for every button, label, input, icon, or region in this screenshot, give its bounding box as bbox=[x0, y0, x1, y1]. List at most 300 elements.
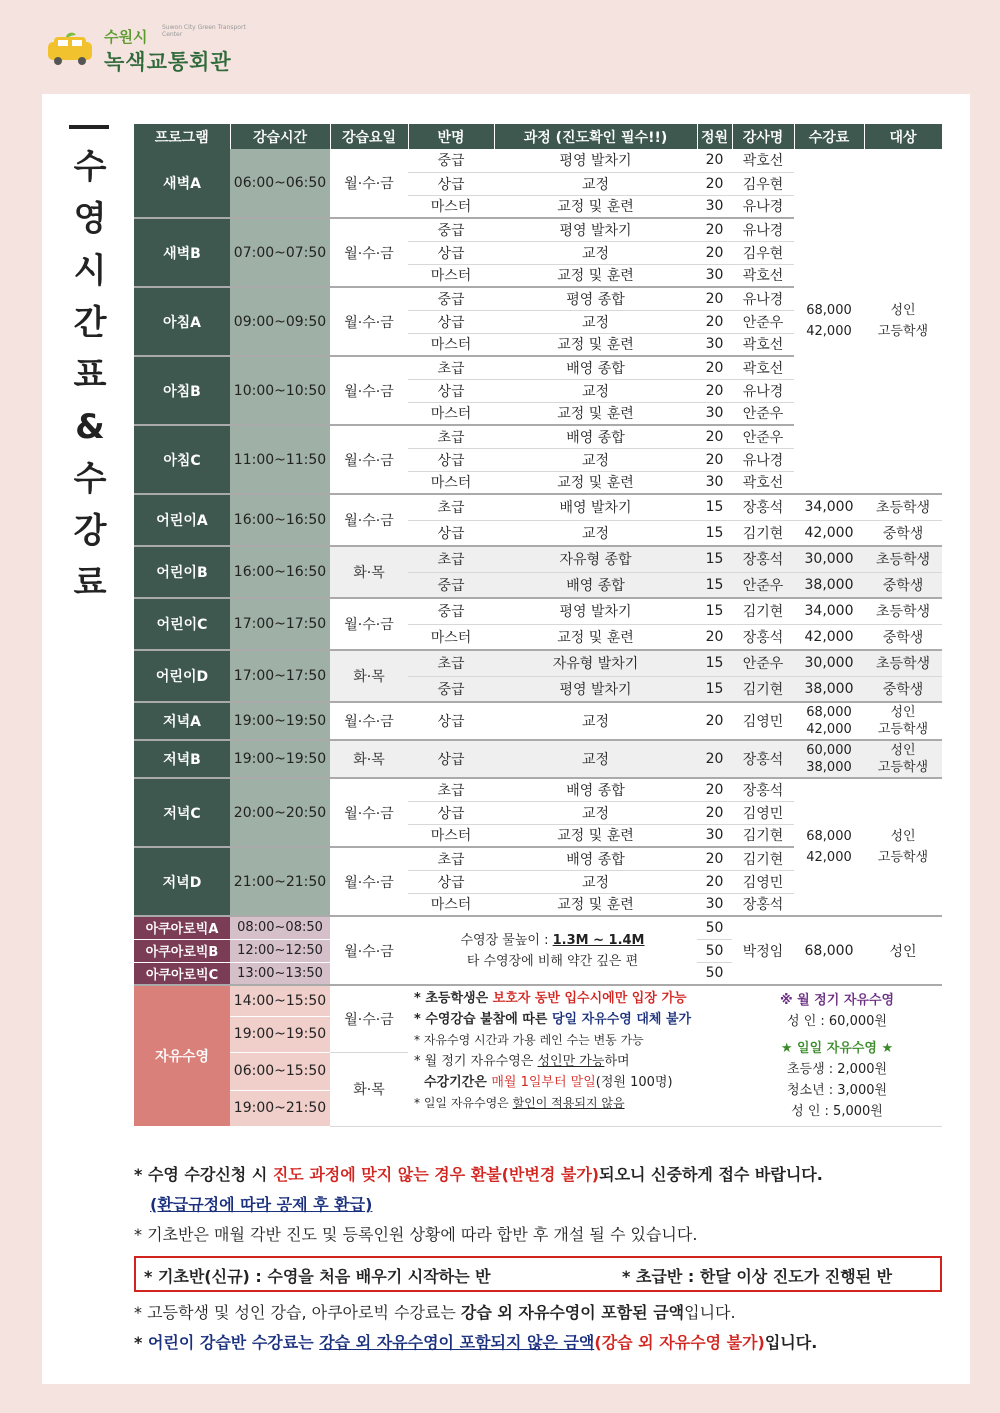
class-time: 17:00~17:50 bbox=[230, 650, 330, 702]
class-time: 21:00~21:50 bbox=[230, 847, 330, 916]
capacity: 30 bbox=[697, 264, 732, 287]
title-char: 수 bbox=[73, 459, 107, 499]
course: 배영 종합 bbox=[494, 847, 697, 870]
table-row bbox=[134, 740, 942, 778]
target-value: 고등학생 bbox=[877, 850, 929, 865]
notice-adult-fee: * 고등학생 및 성인 강습, 아쿠아로빅 수강료는 강습 외 자유수영이 포함된 금액입니다. bbox=[134, 1303, 736, 1322]
program-name: 아쿠아로빅B bbox=[134, 939, 230, 962]
level: 중급 bbox=[408, 598, 494, 624]
program-name: 저녁D bbox=[134, 847, 230, 916]
table-row bbox=[134, 702, 942, 740]
program-name: 아침A bbox=[134, 287, 230, 356]
course: 교정 및 훈련 bbox=[494, 893, 697, 916]
capacity: 30 bbox=[697, 402, 732, 425]
level: 초급 bbox=[408, 650, 494, 676]
level: 상급 bbox=[408, 379, 494, 402]
target-value: 초등학생 bbox=[864, 546, 942, 572]
fee-value: 68,000 bbox=[794, 916, 864, 985]
fee-value: 68,000 bbox=[806, 705, 852, 720]
free-swim-notes bbox=[408, 985, 732, 1126]
class-days: 월·수·금 bbox=[330, 847, 408, 916]
target-value: 중학생 bbox=[864, 520, 942, 546]
level: 초급 bbox=[408, 425, 494, 448]
table-row bbox=[134, 650, 942, 676]
depth-value: 1.3M ~ 1.4M bbox=[552, 932, 645, 948]
course: 교정 bbox=[494, 870, 697, 893]
capacity: 30 bbox=[697, 333, 732, 356]
class-time: 19:00~19:50 bbox=[230, 740, 330, 778]
schedule-table bbox=[134, 124, 943, 1127]
class-days: 월·수·금 bbox=[330, 149, 408, 218]
course: 평영 발차기 bbox=[494, 598, 697, 624]
capacity: 20 bbox=[697, 847, 732, 870]
column-header: 대상 bbox=[864, 124, 942, 149]
notice-refund: * 수영 수강신청 시 진도 과정에 맞지 않는 경우 환불(반변경 불가)되오니 신중하게 접수 바랍니다. bbox=[134, 1165, 823, 1184]
level: 중급 bbox=[408, 287, 494, 310]
capacity: 20 bbox=[697, 356, 732, 379]
capacity: 15 bbox=[697, 598, 732, 624]
notice-top bbox=[134, 1160, 954, 1250]
class-time: 19:00~21:50 bbox=[230, 1090, 330, 1126]
course: 교정 bbox=[494, 448, 697, 471]
instructor: 안준우 bbox=[732, 425, 794, 448]
capacity: 15 bbox=[697, 494, 732, 520]
class-time: 12:00~12:50 bbox=[230, 939, 330, 962]
program-name: 저녁B bbox=[134, 740, 230, 778]
title-char: 수 bbox=[73, 147, 107, 187]
course: 교정 및 훈련 bbox=[494, 264, 697, 287]
title-char: 시 bbox=[73, 251, 107, 291]
level: 마스터 bbox=[408, 333, 494, 356]
title-char: 표 bbox=[73, 355, 107, 395]
title-char: 간 bbox=[73, 303, 107, 343]
capacity: 20 bbox=[697, 218, 732, 241]
title-char: 강 bbox=[73, 511, 107, 551]
capacity: 15 bbox=[697, 650, 732, 676]
level: 상급 bbox=[408, 172, 494, 195]
class-days: 월·수·금 bbox=[330, 916, 408, 985]
target-cell bbox=[864, 740, 942, 778]
instructor: 장홍석 bbox=[732, 778, 794, 801]
instructor: 유나경 bbox=[732, 287, 794, 310]
level: 초급 bbox=[408, 847, 494, 870]
capacity: 20 bbox=[697, 310, 732, 333]
table-row bbox=[134, 985, 942, 1016]
fee-value: 34,000 bbox=[794, 598, 864, 624]
logo bbox=[44, 18, 304, 78]
capacity: 20 bbox=[697, 778, 732, 801]
level: 초급 bbox=[408, 494, 494, 520]
class-time: 06:00~15:50 bbox=[230, 1052, 330, 1090]
capacity: 20 bbox=[697, 149, 732, 172]
class-days: 월·수·금 bbox=[330, 287, 408, 356]
capacity: 30 bbox=[697, 893, 732, 916]
fee-value: 30,000 bbox=[794, 650, 864, 676]
program-name: 아쿠아로빅C bbox=[134, 962, 230, 985]
program-name: 저녁A bbox=[134, 702, 230, 740]
fee-line: 초등생 : 2,000원 bbox=[786, 1062, 888, 1077]
class-days: 화·목 bbox=[330, 546, 408, 598]
class-time: 16:00~16:50 bbox=[230, 494, 330, 546]
fee-value: 42,000 bbox=[806, 722, 852, 737]
fee-value: 42,000 bbox=[806, 324, 852, 339]
course: 평영 발차기 bbox=[494, 676, 697, 702]
target-value: 고등학생 bbox=[877, 324, 929, 339]
logo-name: 녹색교통회관 bbox=[104, 50, 232, 74]
class-time: 10:00~10:50 bbox=[230, 356, 330, 425]
car-icon bbox=[44, 32, 96, 66]
instructor: 곽호선 bbox=[732, 333, 794, 356]
course: 배영 종합 bbox=[494, 425, 697, 448]
course: 교정 및 훈련 bbox=[494, 471, 697, 494]
target-value: 중학생 bbox=[864, 572, 942, 598]
program-name: 어린이A bbox=[134, 494, 230, 546]
note-text: (정원 100명) bbox=[595, 1075, 673, 1090]
class-days: 화·목 bbox=[330, 650, 408, 702]
fee-cell bbox=[794, 702, 864, 740]
course: 교정 및 훈련 bbox=[494, 195, 697, 218]
table-row bbox=[134, 149, 942, 172]
course: 배영 발차기 bbox=[494, 494, 697, 520]
level: 중급 bbox=[408, 149, 494, 172]
capacity: 20 bbox=[697, 702, 732, 740]
course: 자유형 발차기 bbox=[494, 650, 697, 676]
instructor: 김영민 bbox=[732, 870, 794, 893]
class-days: 월·수·금 bbox=[330, 778, 408, 847]
table-row bbox=[134, 598, 942, 624]
class-days: 월·수·금 bbox=[330, 598, 408, 650]
notice-child-fee: * 어린이 강습반 수강료는 강습 외 자유수영이 포함되지 않은 금액(강습 외 자유수영 불가)입니다. bbox=[134, 1333, 818, 1352]
logo-city: 수원시 bbox=[104, 28, 148, 46]
note-line bbox=[414, 1093, 732, 1114]
fee-line: ※ 월 정기 자유수영 bbox=[779, 993, 895, 1008]
capacity: 20 bbox=[697, 740, 732, 778]
capacity: 15 bbox=[697, 572, 732, 598]
course: 배영 종합 bbox=[494, 572, 697, 598]
level: 마스터 bbox=[408, 195, 494, 218]
fee-value: 68,000 bbox=[806, 829, 852, 844]
course: 교정 bbox=[494, 241, 697, 264]
note-emph: 당일 자유수영 대체 불가 bbox=[551, 1012, 692, 1027]
target-cell bbox=[864, 778, 942, 916]
course: 교정 및 훈련 bbox=[494, 402, 697, 425]
instructor: 김영민 bbox=[732, 801, 794, 824]
instructor: 박정임 bbox=[732, 916, 794, 985]
instructor: 김기현 bbox=[732, 520, 794, 546]
note-text: * 초등학생은 bbox=[414, 991, 493, 1006]
course: 배영 종합 bbox=[494, 778, 697, 801]
fee-line: 성 인 : 5,000원 bbox=[791, 1104, 883, 1119]
capacity: 20 bbox=[697, 241, 732, 264]
class-time: 19:00~19:50 bbox=[230, 1016, 330, 1052]
fee-cell bbox=[794, 740, 864, 778]
beginner-class-def: * 초급반 : 한달 이상 진도가 진행된 반 bbox=[622, 1267, 893, 1286]
level: 중급 bbox=[408, 572, 494, 598]
instructor: 유나경 bbox=[732, 379, 794, 402]
course: 교정 및 훈련 bbox=[494, 333, 697, 356]
level: 마스터 bbox=[408, 824, 494, 847]
target-value: 성인 bbox=[890, 743, 916, 758]
level: 상급 bbox=[408, 702, 494, 740]
instructor: 안준우 bbox=[732, 572, 794, 598]
capacity: 20 bbox=[697, 624, 732, 650]
fee-value: 42,000 bbox=[794, 624, 864, 650]
target-value: 중학생 bbox=[864, 624, 942, 650]
level: 중급 bbox=[408, 676, 494, 702]
fee-value: 38,000 bbox=[806, 760, 852, 775]
course: 교정 bbox=[494, 379, 697, 402]
capacity: 15 bbox=[697, 676, 732, 702]
course: 교정 및 훈련 bbox=[494, 824, 697, 847]
capacity: 15 bbox=[697, 520, 732, 546]
level: 마스터 bbox=[408, 471, 494, 494]
level: 초급 bbox=[408, 778, 494, 801]
class-time: 09:00~09:50 bbox=[230, 287, 330, 356]
note-text: 수강기간은 bbox=[424, 1075, 492, 1090]
level: 마스터 bbox=[408, 264, 494, 287]
level: 마스터 bbox=[408, 624, 494, 650]
level: 마스터 bbox=[408, 402, 494, 425]
note-underline: 성인만 가능 bbox=[537, 1054, 605, 1069]
capacity: 30 bbox=[697, 471, 732, 494]
capacity: 50 bbox=[697, 962, 732, 985]
target-value: 성인 bbox=[864, 916, 942, 985]
class-days: 월·수·금 bbox=[330, 356, 408, 425]
course: 교정 bbox=[494, 172, 697, 195]
depth-label: 수영장 물높이 : bbox=[460, 932, 553, 948]
class-time: 11:00~11:50 bbox=[230, 425, 330, 494]
course: 평영 발차기 bbox=[494, 218, 697, 241]
target-value: 성인 bbox=[890, 705, 916, 720]
table-header bbox=[134, 124, 942, 149]
level: 상급 bbox=[408, 870, 494, 893]
fee-cell bbox=[794, 149, 864, 494]
capacity: 20 bbox=[697, 425, 732, 448]
fee-value: 34,000 bbox=[794, 494, 864, 520]
capacity: 20 bbox=[697, 287, 732, 310]
fee-value: 42,000 bbox=[794, 520, 864, 546]
depth-note bbox=[408, 916, 697, 985]
column-header: 반명 bbox=[408, 124, 494, 149]
course: 배영 종합 bbox=[494, 356, 697, 379]
level: 상급 bbox=[408, 740, 494, 778]
instructor: 김우현 bbox=[732, 241, 794, 264]
program-name: 자유수영 bbox=[134, 985, 230, 1126]
capacity: 30 bbox=[697, 824, 732, 847]
table-row bbox=[134, 546, 942, 572]
level: 초급 bbox=[408, 546, 494, 572]
notice-merge: * 기초반은 매월 각반 진도 및 등록인원 상황에 따라 합반 후 개설 될 수 있습니다. bbox=[134, 1225, 698, 1244]
class-days: 월·수·금 bbox=[330, 218, 408, 287]
target-value: 초등학생 bbox=[864, 494, 942, 520]
program-name: 아쿠아로빅A bbox=[134, 916, 230, 939]
note-text: * 월 정기 자유수영은 bbox=[414, 1054, 538, 1069]
title-char: 영 bbox=[73, 199, 107, 239]
instructor: 안준우 bbox=[732, 310, 794, 333]
level: 초급 bbox=[408, 356, 494, 379]
fee-value: 30,000 bbox=[794, 546, 864, 572]
target-cell bbox=[864, 149, 942, 494]
instructor: 안준우 bbox=[732, 402, 794, 425]
program-name: 저녁C bbox=[134, 778, 230, 847]
column-header: 과정 (진도확인 필수!!) bbox=[494, 124, 697, 149]
class-days: 월·수·금 bbox=[330, 702, 408, 740]
depth-line bbox=[408, 930, 697, 951]
instructor: 김우현 bbox=[732, 172, 794, 195]
program-name: 어린이B bbox=[134, 546, 230, 598]
class-time: 07:00~07:50 bbox=[230, 218, 330, 287]
instructor: 유나경 bbox=[732, 218, 794, 241]
instructor: 장홍석 bbox=[732, 546, 794, 572]
instructor: 곽호선 bbox=[732, 149, 794, 172]
table-row bbox=[134, 778, 942, 801]
note-emph: 매월 1일부터 말일 bbox=[491, 1075, 596, 1090]
course: 자유형 종합 bbox=[494, 546, 697, 572]
class-days: 화·목 bbox=[330, 740, 408, 778]
course: 교정 및 훈련 bbox=[494, 624, 697, 650]
target-value: 초등학생 bbox=[864, 650, 942, 676]
note-line bbox=[414, 988, 732, 1009]
instructor: 김기현 bbox=[732, 824, 794, 847]
class-time: 14:00~15:50 bbox=[230, 985, 330, 1016]
program-name: 아침C bbox=[134, 425, 230, 494]
class-definition-box bbox=[134, 1256, 942, 1292]
instructor: 곽호선 bbox=[732, 264, 794, 287]
instructor: 장홍석 bbox=[732, 740, 794, 778]
course: 교정 bbox=[494, 740, 697, 778]
instructor: 곽호선 bbox=[732, 471, 794, 494]
target-value: 성인 bbox=[890, 303, 916, 318]
fee-value: 38,000 bbox=[794, 676, 864, 702]
capacity: 30 bbox=[697, 195, 732, 218]
target-value: 고등학생 bbox=[877, 722, 929, 737]
note-text: * 일일 자유수영은 bbox=[414, 1096, 513, 1110]
target-value: 중학생 bbox=[864, 676, 942, 702]
course: 교정 bbox=[494, 702, 697, 740]
column-header: 강습시간 bbox=[230, 124, 330, 149]
note-text: 하며 bbox=[604, 1054, 630, 1069]
title-char: 료 bbox=[73, 563, 107, 603]
class-time: 17:00~17:50 bbox=[230, 598, 330, 650]
note-text: * 수영강습 불참에 따른 bbox=[414, 1012, 552, 1027]
course: 교정 bbox=[494, 801, 697, 824]
course: 평영 발차기 bbox=[494, 149, 697, 172]
instructor: 장홍석 bbox=[732, 624, 794, 650]
class-time: 16:00~16:50 bbox=[230, 546, 330, 598]
instructor: 장홍석 bbox=[732, 494, 794, 520]
title-bar bbox=[69, 125, 109, 129]
program-name: 새벽B bbox=[134, 218, 230, 287]
class-time: 13:00~13:50 bbox=[230, 962, 330, 985]
table-row bbox=[134, 494, 942, 520]
capacity: 50 bbox=[697, 916, 732, 939]
logo-english: Suwon City Green Transport Center bbox=[162, 24, 246, 38]
level: 상급 bbox=[408, 801, 494, 824]
program-name: 아침B bbox=[134, 356, 230, 425]
instructor: 안준우 bbox=[732, 650, 794, 676]
fee-line: 성 인 : 60,000원 bbox=[787, 1014, 887, 1029]
program-name: 새벽A bbox=[134, 149, 230, 218]
note-line bbox=[414, 1072, 732, 1093]
instructor: 곽호선 bbox=[732, 356, 794, 379]
depth-remark: 타 수영장에 비해 약간 깊은 편 bbox=[466, 953, 639, 969]
instructor: 유나경 bbox=[732, 448, 794, 471]
class-days: 월·수·금 bbox=[330, 425, 408, 494]
page-title bbox=[66, 125, 114, 609]
basic-class-def: * 기초반(신규) : 수영을 처음 배우기 시작하는 반 bbox=[144, 1267, 491, 1286]
fee-cell bbox=[794, 778, 864, 916]
note-line bbox=[414, 1051, 732, 1072]
fee-value: 38,000 bbox=[794, 572, 864, 598]
fee-value: 42,000 bbox=[806, 850, 852, 865]
notice-refund-rule: (환급규정에 따라 공제 후 환급) bbox=[150, 1195, 373, 1214]
target-cell bbox=[864, 702, 942, 740]
note-emph: 보호자 동반 입수시에만 입장 가능 bbox=[492, 991, 687, 1006]
course: 교정 bbox=[494, 520, 697, 546]
program-name: 어린이D bbox=[134, 650, 230, 702]
level: 상급 bbox=[408, 241, 494, 264]
level: 마스터 bbox=[408, 893, 494, 916]
class-time: 08:00~08:50 bbox=[230, 916, 330, 939]
target-value: 성인 bbox=[890, 829, 916, 844]
level: 상급 bbox=[408, 520, 494, 546]
instructor: 김기현 bbox=[732, 676, 794, 702]
class-time: 19:00~19:50 bbox=[230, 702, 330, 740]
class-time: 06:00~06:50 bbox=[230, 149, 330, 218]
free-swim-fees bbox=[732, 985, 942, 1126]
level: 상급 bbox=[408, 310, 494, 333]
class-days: 월·수·금 bbox=[330, 494, 408, 546]
fee-line: ★ 일일 자유수영 ★ bbox=[780, 1041, 894, 1056]
capacity: 15 bbox=[697, 546, 732, 572]
program-name: 어린이C bbox=[134, 598, 230, 650]
course: 교정 bbox=[494, 310, 697, 333]
instructor: 김영민 bbox=[732, 702, 794, 740]
instructor: 장홍석 bbox=[732, 893, 794, 916]
capacity: 20 bbox=[697, 448, 732, 471]
capacity: 20 bbox=[697, 172, 732, 195]
target-value: 고등학생 bbox=[877, 760, 929, 775]
column-header: 정원 bbox=[697, 124, 732, 149]
instructor: 김기현 bbox=[732, 598, 794, 624]
title-char: & bbox=[75, 407, 105, 447]
class-days: 월·수·금 bbox=[330, 985, 408, 1052]
fee-line: 청소년 : 3,000원 bbox=[786, 1083, 888, 1098]
class-days: 화·목 bbox=[330, 1052, 408, 1126]
target-value: 초등학생 bbox=[864, 598, 942, 624]
column-header: 수강료 bbox=[794, 124, 864, 149]
fee-value: 60,000 bbox=[806, 743, 852, 758]
notice-bottom bbox=[134, 1298, 954, 1358]
capacity: 20 bbox=[697, 870, 732, 893]
fee-value: 68,000 bbox=[806, 303, 852, 318]
column-header: 강습요일 bbox=[330, 124, 408, 149]
capacity: 50 bbox=[697, 939, 732, 962]
note-line: * 자유수영 시간과 가용 레인 수는 변동 가능 bbox=[414, 1033, 644, 1047]
table-row bbox=[134, 916, 942, 939]
column-header: 프로그램 bbox=[134, 124, 230, 149]
note-line bbox=[414, 1009, 732, 1030]
note-underline: 할인이 적용되지 않음 bbox=[512, 1096, 625, 1110]
capacity: 20 bbox=[697, 379, 732, 402]
level: 중급 bbox=[408, 218, 494, 241]
class-time: 20:00~20:50 bbox=[230, 778, 330, 847]
course: 평영 종합 bbox=[494, 287, 697, 310]
level: 상급 bbox=[408, 448, 494, 471]
column-header: 강사명 bbox=[732, 124, 794, 149]
instructor: 김기현 bbox=[732, 847, 794, 870]
capacity: 20 bbox=[697, 801, 732, 824]
